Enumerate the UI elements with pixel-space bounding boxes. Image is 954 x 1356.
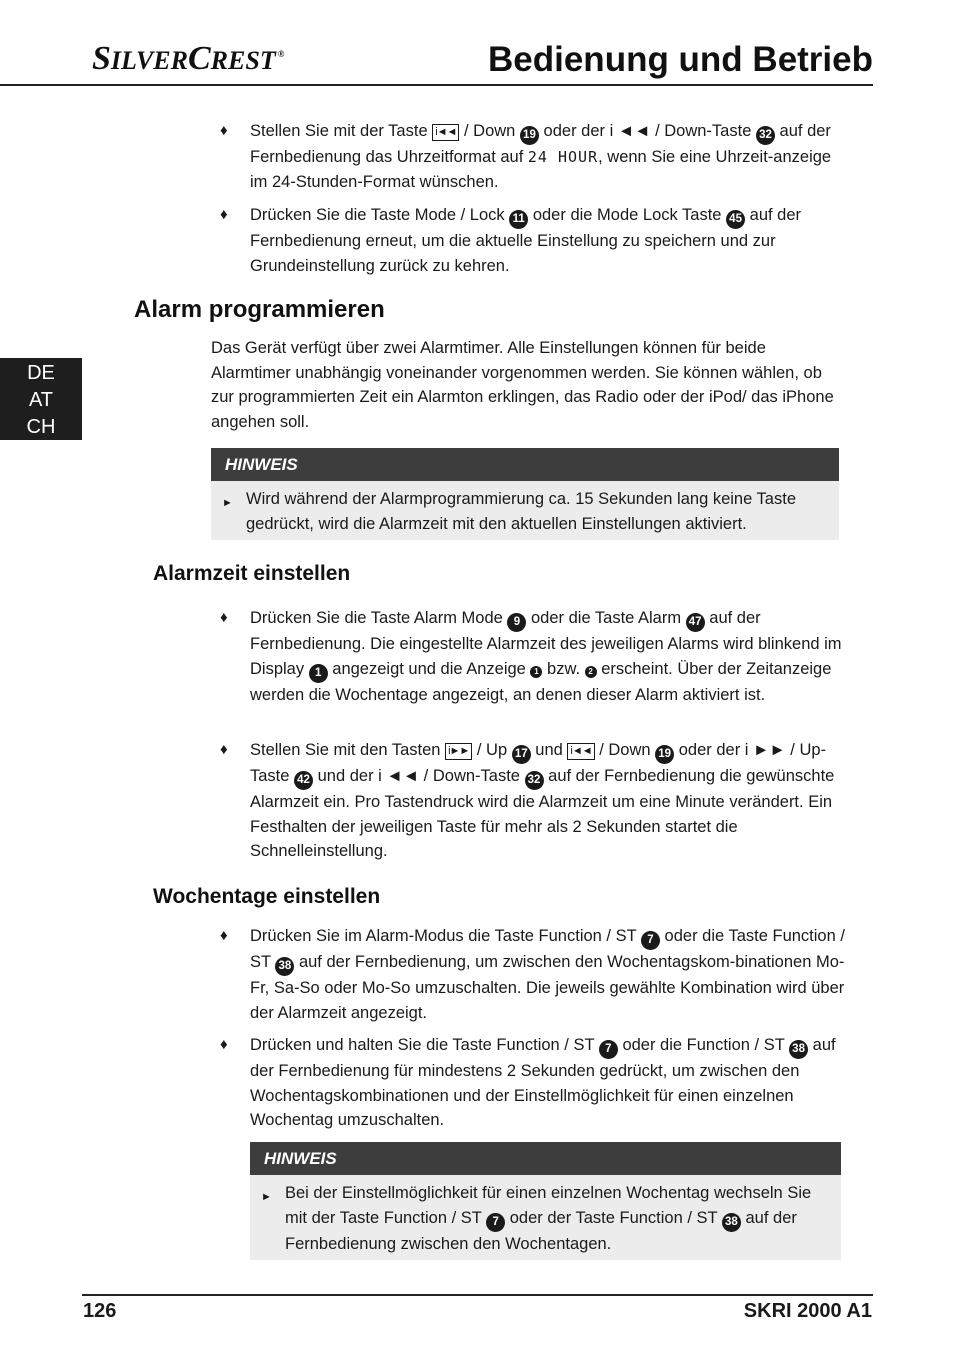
list-item: ♦ Stellen Sie mit der Taste i◄◄ / Down 19 oder der i ◄◄ / Down-Taste 32 auf der Fernbedienung das Uhrzeitformat auf 24 HOUR, wenn Sie eine Uhrzeit-anzeige im 24-Stunden-Format wünschen. [250,119,845,194]
page-title: Bedienung und Betrieb [488,40,873,79]
ref-number: 17 [512,745,531,764]
ref-number: 45 [726,210,745,229]
lcd-display-text: 24 HOUR [527,148,599,166]
ref-number: 19 [655,745,674,764]
ref-number: 47 [686,613,705,632]
section-heading-alarmzeit: Alarmzeit einstellen [153,562,351,585]
alarm-indicator-icon: 1 [530,666,542,678]
bullet-diamond-icon: ♦ [220,609,228,626]
bullet-diamond-icon: ♦ [220,927,228,944]
ref-number: 7 [486,1213,505,1232]
list-item: ♦ Drücken Sie die Taste Mode / Lock 11 oder die Mode Lock Taste 45 auf der Fernbedienung erneut, um die aktuelle Einstellung zu speichern und zur Grundeinstellung zurück zu kehren. [250,203,845,278]
ref-number: 32 [525,771,544,790]
note-body: ► Bei der Einstellmöglichkeit für einen einzelnen Wochentag wechseln Sie mit der Taste Function / ST 7 oder der Taste Function / ST 38 auf der Fernbedienung zwischen den Wochentagen. [261,1184,812,1253]
ref-number: 11 [509,210,528,229]
ref-number: 38 [722,1213,741,1232]
language-ch: CH [26,416,56,438]
prev-symbol-icon: i ◄◄ [378,767,420,785]
language-at: AT [28,389,54,411]
list-item: ♦ Stellen Sie mit den Tasten i►► / Up 17 und i◄◄ / Down 19 oder der i ►► / Up-Taste 42 und der i ◄◄ / Down-Taste 32 auf der Fernbedienung die gewünschte Alarmzeit ein. Pro Tastendruck wird die Alarmzeit um eine Minute verändert. Ein Festhalten der jeweiligen Taste für mehr als 2 Sekunden startet die Schnelleinstellung. [250,738,845,864]
skip-back-key-icon: i◄◄ [432,124,459,141]
ref-number: 19 [520,126,539,145]
note-body: ► Wird während der Alarmprogrammierung ca. 15 Sekunden lang keine Taste gedrückt, wird die Alarmzeit mit den aktuellen Einstellungen aktiviert. [222,490,796,533]
note-arrow-icon: ► [222,497,233,509]
bullet-diamond-icon: ♦ [220,122,228,139]
note-label: HINWEIS [250,1142,841,1175]
ref-number: 38 [275,957,294,976]
ref-number: 38 [789,1040,808,1059]
section-heading-alarm: Alarm programmieren [134,296,385,323]
alarm-indicator-icon: 2 [585,666,597,678]
ref-number: 9 [507,613,526,632]
list-item: ♦ Drücken und halten Sie die Taste Function / ST 7 oder die Function / ST 38 auf der Fernbedienung für mindestens 2 Sekunden gedrückt, um zwischen den Wochentagskombinationen und der Einstellmöglichkeit für einen einzelnen Wochentag umzuschalten. [250,1033,845,1133]
page-number: 126 [83,1300,117,1322]
silvercrest-logo: SILVERCREST ® [92,40,285,77]
alarm-intro-paragraph: Das Gerät verfügt über zwei Alarmtimer. Alle Einstellungen können für beide Alarmtimer unabhängig voneinander vorgenommen werden. Sie können wählen, ob zur programmierten Zeit ein Alarmton erklingen, das Radio oder der iPod/ das iPhone angehen soll. [211,339,834,431]
note-box [211,448,839,540]
ref-number: 7 [641,931,660,950]
skip-back-key-icon: i◄◄ [567,743,594,760]
section-heading-wochentage: Wochentage einstellen [153,885,381,908]
ref-number: 32 [756,126,775,145]
language-de: DE [27,362,55,384]
ref-number: 1 [309,664,328,683]
list-item: ♦ Drücken Sie im Alarm-Modus die Taste Function / ST 7 oder die Taste Function / ST 38 auf der Fernbedienung, um zwischen den Wochentagskom-binationen Mo-Fr, Sa-So oder Mo-So umzuschalten. Die jeweils gewählte Kombination wird über der Alarmzeit angezeigt. [250,924,845,1025]
bullet-diamond-icon: ♦ [220,1036,228,1053]
bullet-diamond-icon: ♦ [220,206,228,223]
header-divider [0,84,873,86]
note-box [250,1142,841,1260]
note-arrow-icon: ► [261,1191,272,1203]
list-item: ♦ Drücken Sie die Taste Alarm Mode 9 oder die Taste Alarm 47 auf der Fernbedienung. Die eingestellte Alarmzeit des jeweiligen Alarms wird blinkend im Display 1 angezeigt und die Anzeige 1 bzw. 2 erscheint. Über der Zeitanzeige werden die Wochentage angezeigt, an denen dieser Alarm aktiviert ist. [250,606,845,707]
ref-number: 7 [599,1040,618,1059]
note-label: HINWEIS [211,448,839,481]
bullet-diamond-icon: ♦ [220,741,228,758]
footer-divider [82,1294,873,1296]
next-symbol-icon: i ►► [744,741,786,759]
page-header [0,0,954,90]
ref-number: 42 [294,771,313,790]
language-tab [0,358,82,440]
model-name: SKRI 2000 A1 [743,1300,872,1322]
skip-forward-key-icon: i►► [445,743,472,760]
prev-symbol-icon: i ◄◄ [609,122,651,140]
